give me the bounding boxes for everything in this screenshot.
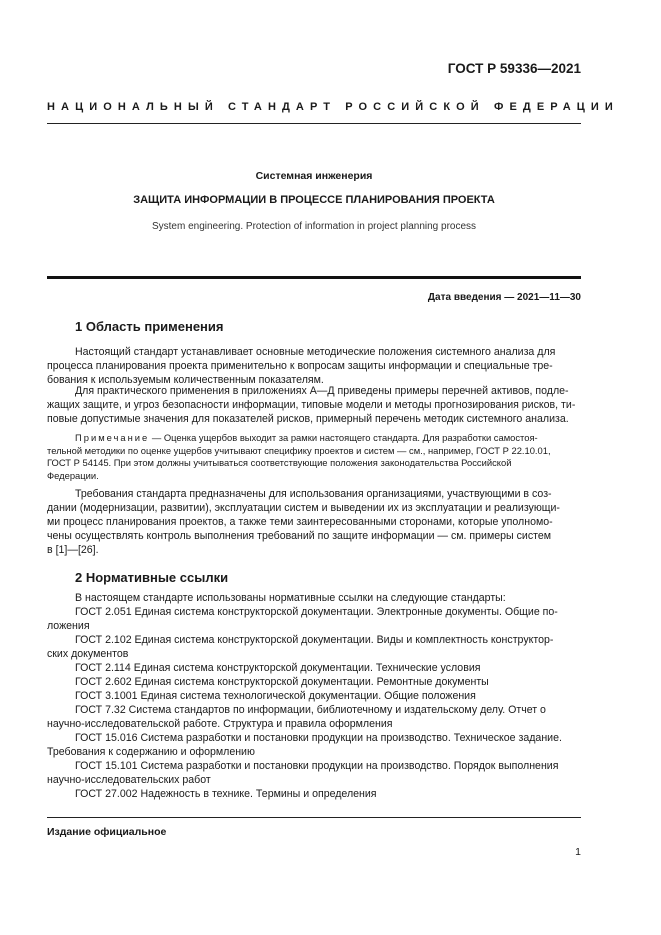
text-line: ми процесс планирования проектов, а также теми заинтересованными сторонами, которые уполномо- [47, 516, 553, 528]
title-divider [47, 276, 581, 279]
reference-line: Требования к содержанию и оформлению [47, 746, 255, 758]
document-subtitle: Системная инженерия [255, 170, 373, 182]
note-label: Примечание [75, 432, 150, 443]
normative-references-list [47, 591, 581, 801]
section1-heading: 1 Область применения [75, 319, 224, 334]
text-line: Федерации. [47, 469, 99, 481]
text-line: бования к используемым количественным показателям. [47, 374, 324, 386]
text-line: Требования стандарта предназначены для использования организациями, участвующими в соз- [75, 488, 552, 500]
reference-line: ских документов [47, 648, 129, 660]
text-line: Настоящий стандарт устанавливает основные методические положения системного анализа для [75, 346, 556, 358]
page-number: 1 [575, 846, 581, 858]
text-line: дании (модернизации, развитии), эксплуатации систем и выведении их из эксплуатации и реализующи- [47, 502, 560, 514]
reference-line: научно-исследовательской работе. Структура и правила оформления [47, 718, 393, 730]
national-standard-banner: НАЦИОНАЛЬНЫЙ СТАНДАРТ РОССИЙСКОЙ ФЕДЕРАЦИИ [47, 101, 619, 113]
section1-paragraph-1 [47, 345, 581, 387]
section1-paragraph-3 [47, 487, 581, 557]
text-line: ГОСТ Р 54145. При этом должны учитываться соответствующие положения законодательства Российской [47, 457, 512, 468]
footer-divider [47, 817, 581, 818]
official-edition: Издание официальное [47, 826, 167, 838]
introduction-date: Дата введения — 2021—11—30 [427, 292, 581, 303]
reference-line: ГОСТ 7.32 Система стандартов по информации, библиотечному и издательскому делу. Отчет о [75, 704, 546, 716]
reference-line: ГОСТ 15.016 Система разработки и постановки продукции на производство. Техническое задание. [75, 732, 562, 744]
text-line: жащих защите, и угроз безопасности информации, типовые модели и методы прогнозирования рисков, ти- [47, 399, 576, 411]
english-title: System engineering. Protection of information in project planning process [151, 221, 477, 232]
text-line: чены осуществлять контроль выполнения требований по защите информации — см. примеры систем [47, 530, 552, 542]
reference-line: ГОСТ 3.1001 Единая система технологической документации. Общие положения [75, 690, 476, 702]
document-title: ЗАЩИТА ИНФОРМАЦИИ В ПРОЦЕССЕ ПЛАНИРОВАНИЯ ПРОЕКТА [133, 194, 495, 206]
reference-line: ГОСТ 15.101 Система разработки и постановки продукции на производство. Порядок выполнения [75, 760, 559, 772]
reference-line: ГОСТ 2.602 Единая система конструкторской документации. Ремонтные документы [75, 676, 489, 688]
reference-line: ГОСТ 2.051 Единая система конструкторской документации. Электронные документы. Общие по- [75, 606, 558, 618]
reference-line: В настоящем стандарте использованы нормативные ссылки на следующие стандарты: [75, 592, 506, 604]
text-line: в [1]—[26]. [47, 544, 99, 556]
reference-line: ГОСТ 2.102 Единая система конструкторской документации. Виды и комплектность конструктор- [75, 634, 554, 646]
reference-line: научно-исследовательских работ [47, 774, 211, 786]
text-line: тельной методики по оценке ущербов учитывают специфику проектов и систем — см., например, ГОСТ Р 22.10.01, [47, 444, 551, 456]
gost-code: ГОСТ Р 59336—2021 [447, 61, 581, 76]
text-line: повые допустимые значения для показателей рисков, примерный перечень методик системного анализа. [47, 413, 569, 425]
text-line: Для практического применения в приложениях А—Д приведены примеры перечней активов, подле- [75, 385, 569, 397]
text-line: процесса планирования проекта применительно к вопросам защиты информации и специальные тре- [47, 360, 553, 372]
header-divider [47, 123, 581, 124]
reference-line: ложения [47, 620, 90, 632]
section2-heading: 2 Нормативные ссылки [75, 570, 229, 585]
reference-line: ГОСТ 27.002 Надежность в технике. Термины и определения [75, 788, 377, 800]
section1-note [47, 432, 581, 482]
text-line [47, 432, 581, 445]
reference-line: ГОСТ 2.114 Единая система конструкторской документации. Технические условия [75, 662, 481, 674]
note-text: — Оценка ущербов выходит за рамки настоящего стандарта. Для разработки самостоя- [149, 432, 538, 443]
section1-paragraph-2 [47, 384, 581, 426]
